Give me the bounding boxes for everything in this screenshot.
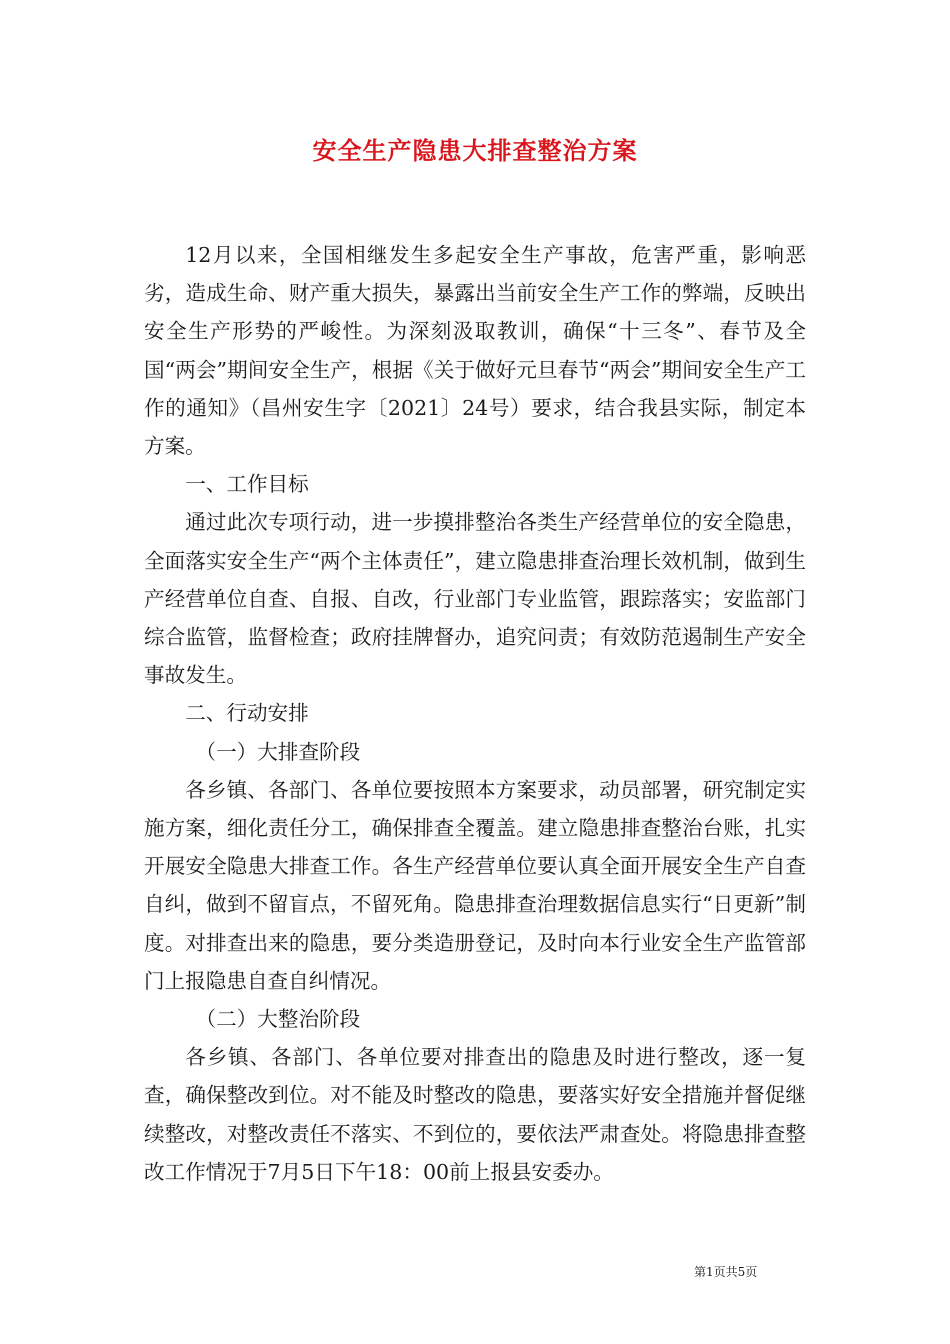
document-body	[144, 236, 806, 1191]
section-heading-goals: 一、工作目标	[185, 472, 309, 497]
subsection-heading-inspection: （一）大排查阶段	[195, 739, 361, 764]
subsection-heading-rectification: （二）大整治阶段	[195, 1007, 361, 1032]
rectification-paragraph: 各乡镇、各部门、各单位要对排查出的隐患及时进行整改，逐一复查，确保整改到位。对不能及时整改的隐患，要落实好安全措施并督促继续整改，对整改责任不落实、不到位的，要依法严肃查处。将隐患排查整改工作情况于7月5日下午18：00前上报县安委办。	[144, 1045, 806, 1184]
goals-paragraph: 通过此次专项行动，进一步摸排整治各类生产经营单位的安全隐患，全面落实安全生产“两个主体责任”，建立隐患排查治理长效机制，做到生产经营单位自查、自报、自改，行业部门专业监管，跟踪落实；安监部门综合监管，监督检查；政府挂牌督办，追究问责；有效防范遏制生产安全事故发生。	[144, 510, 806, 688]
intro-paragraph: 12月以来，全国相继发生多起安全生产事故，危害严重，影响恶劣，造成生命、财产重大损失，暴露出当前安全生产工作的弊端，反映出安全生产形势的严峻性。为深刻汲取教训，确保“十三冬”、春节及全国“两会”期间安全生产，根据《关于做好元旦春节“两会”期间安全生产工作的通知》（昌州安生字〔2021〕24号）要求，结合我县实际，制定本方案。	[144, 243, 806, 459]
inspection-paragraph: 各乡镇、各部门、各单位要按照本方案要求，动员部署，研究制定实施方案，细化责任分工，确保排查全覆盖。建立隐患排查整治台账，扎实开展安全隐患大排查工作。各生产经营单位要认真全面开展安全生产自查自纠，做到不留盲点，不留死角。隐患排查治理数据信息实行“日更新”制度。对排查出来的隐患，要分类造册登记，及时向本行业安全生产监管部门上报隐患自查自纠情况。	[144, 777, 806, 993]
document-title: 安全生产隐患大排查整治方案	[312, 136, 638, 165]
page-number: 第1页共5页	[694, 1265, 758, 1279]
section-heading-actions: 二、行动安排	[185, 701, 309, 726]
